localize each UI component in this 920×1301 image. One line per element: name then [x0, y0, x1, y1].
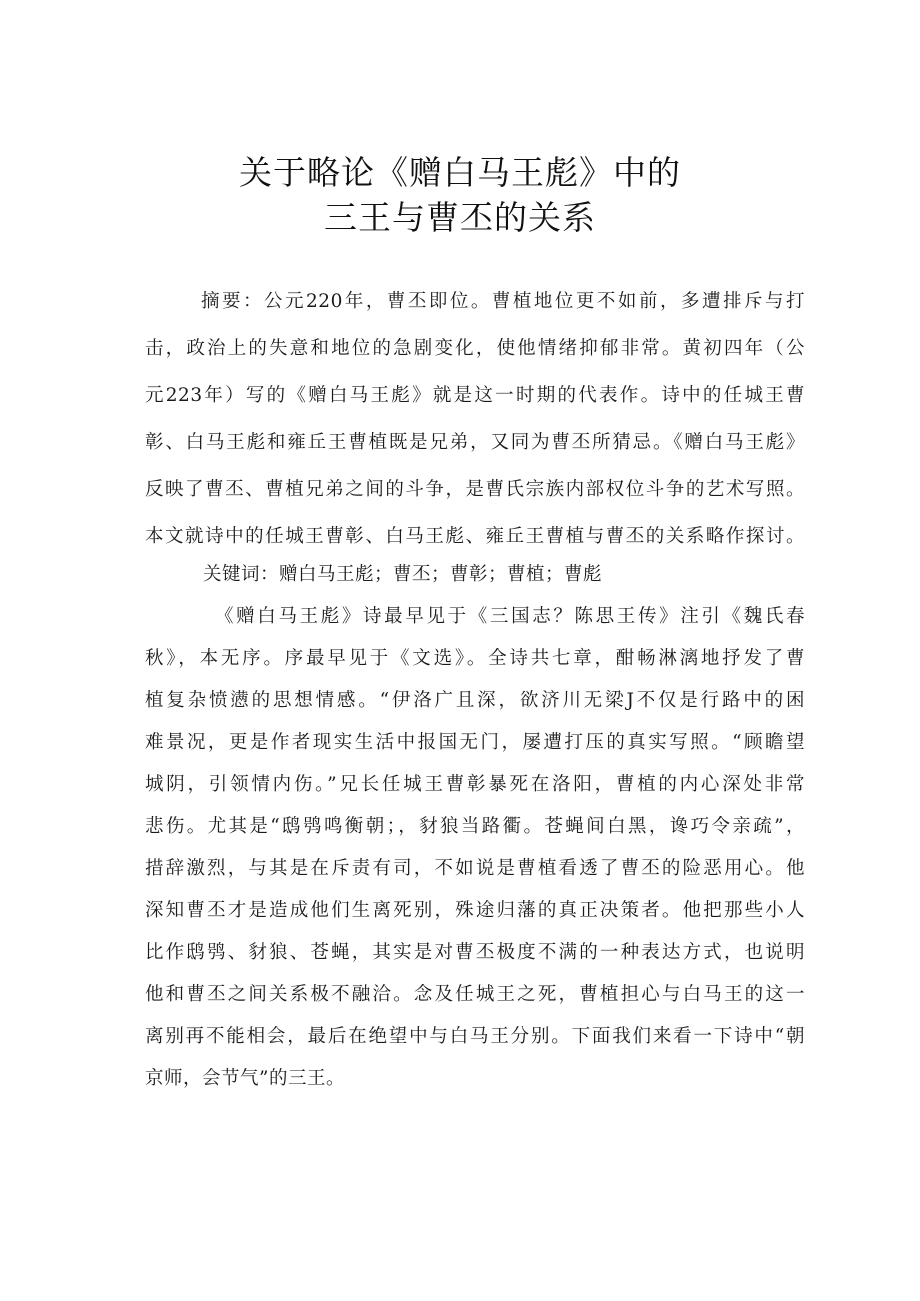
body-line: 他和曹丕之间关系极不融洽。念及任城王之死，曹植担心与白马王的这一 [145, 984, 805, 1005]
body-line: 深知曹丕才是造成他们生离死别，殊途归藩的真正决策者。他把那些小人 [145, 900, 805, 921]
body-line: 悲伤。尤其是“鸱鸮鸣衡朝；，豺狼当路衢。苍蝇间白黑，谗巧令亲疏”， [145, 816, 805, 837]
body-line: 植复杂愤懑的思想情感。“伊洛广且深，欲济川无梁J不仅是行路中的困 [145, 690, 805, 711]
abstract-line: 彰、白马王彪和雍丘王曹植既是兄弟，又同为曹丕所猜忌。《赠白马王彪》 [145, 432, 805, 453]
body-line: 比作鸱鸮、豺狼、苍蝇，其实是对曹丕极度不满的一种表达方式，也说明 [145, 942, 805, 963]
abstract-line: 击，政治上的失意和地位的急剧变化，使他情绪抑郁非常。黄初四年（公 [145, 338, 805, 359]
body-line: 离别再不能相会，最后在绝望中与白马王分别。下面我们来看一下诗中“朝 [145, 1026, 805, 1047]
document-title-line-1: 关于略论《赠白马王彪》中的 [239, 153, 681, 192]
abstract-line: 本文就诗中的任城王曹彰、白马王彪、雍丘王曹植与曹丕的关系略作探讨。 [145, 526, 805, 547]
abstract-line: 反映了曹丕、曹植兄弟之间的斗争，是曹氏宗族内部权位斗争的艺术写照。 [145, 479, 805, 500]
body-line: 城阴，引领情内伤。”兄长任城王曹彰暴死在洛阳，曹植的内心深处非常 [145, 774, 805, 795]
body-line: 秋》，本无序。序最早见于《文选》。全诗共七章，酣畅淋漓地抒发了曹 [145, 648, 805, 669]
document-title-line-2: 三王与曹丕的关系 [324, 198, 596, 237]
keywords-line: 关键词：赠白马王彪；曹丕；曹彰；曹植；曹彪 [203, 564, 603, 585]
body-line: 措辞激烈，与其是在斥责有司，不如说是曹植看透了曹丕的险恶用心。他 [145, 858, 805, 879]
body-line: 京师，会节气”的三王。 [145, 1068, 345, 1089]
abstract-line: 摘要：公元220年，曹丕即位。曹植地位更不如前，多遭排斥与打 [201, 291, 805, 312]
abstract-line: 元223年）写的《赠白马王彪》就是这一时期的代表作。诗中的任城王曹 [145, 385, 805, 406]
body-line: 《赠白马王彪》诗最早见于《三国志？陈思王传》注引《魏氏春 [215, 606, 805, 627]
body-line: 难景况，更是作者现实生活中报国无门，屡遭打压的真实写照。“顾瞻望 [145, 732, 805, 753]
